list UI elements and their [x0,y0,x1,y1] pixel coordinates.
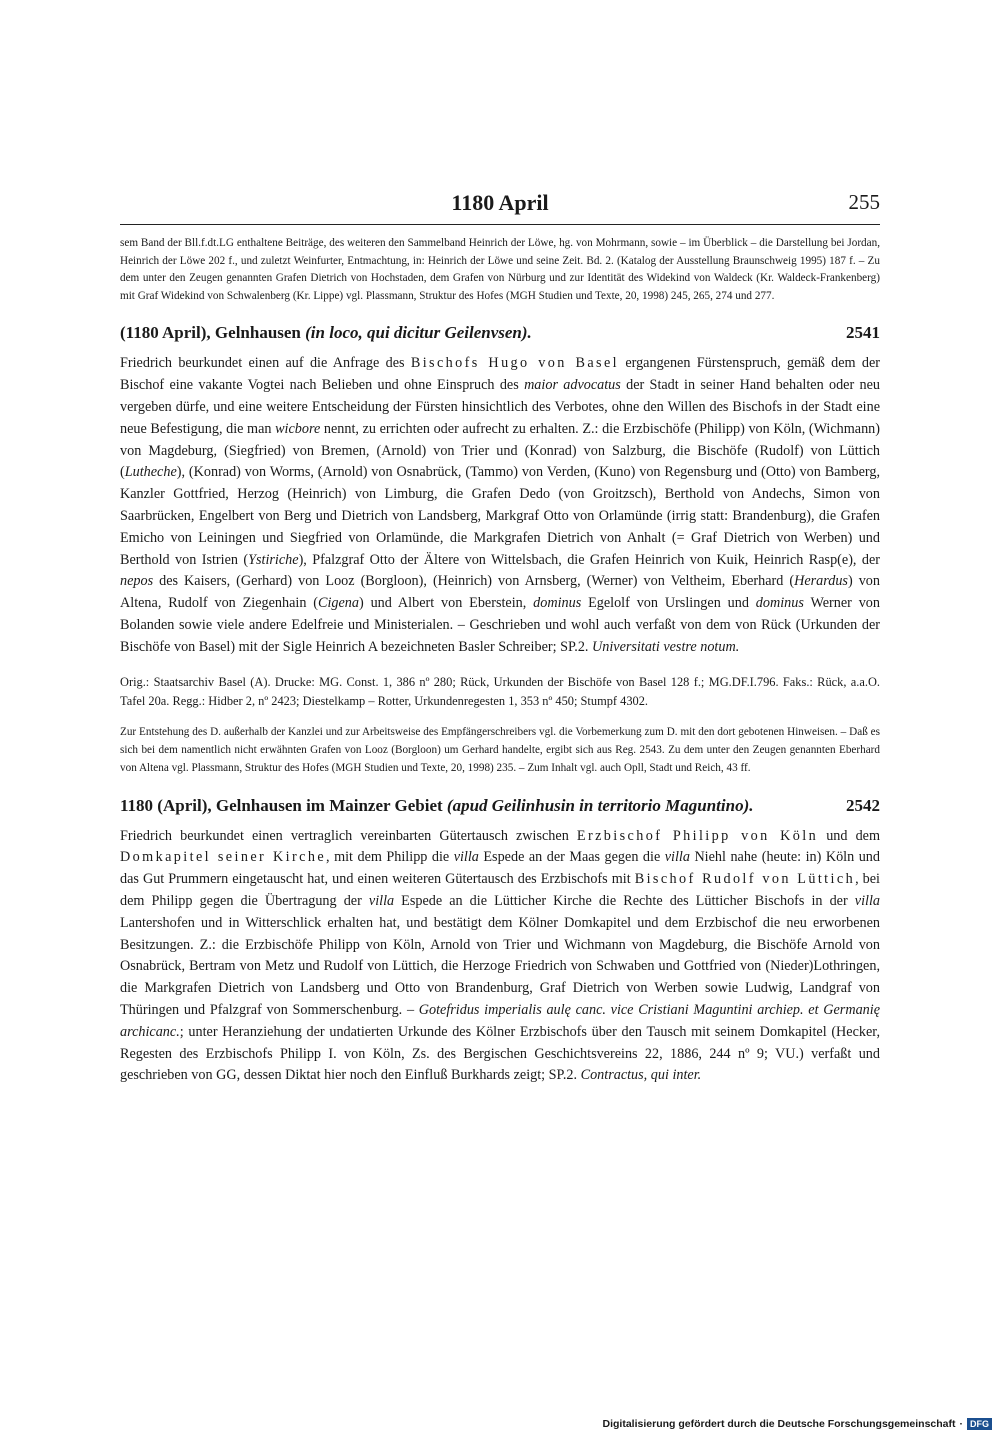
entry-heading-text: (1180 April), Gelnhausen (in loco, qui dicitur Geilenvsen). [120,323,532,343]
entry-number: 2542 [846,795,880,815]
source-references-2541: Orig.: Staatsarchiv Basel (A). Drucke: MG. Const. 1, 386 nº 280; Rück, Urkunden der Bischöfe von Basel 128 f.; MG.DF.I.796. Faks.: Rück, a.a.O. Tafel 20a. Regg.: Hidber 2, nº 2423; Diestelkamp – Rotter, Urkundenregesten 1, 353 nº 450; Stumpf 4302. [120,674,880,709]
entry-heading-text: 1180 (April), Gelnhausen im Mainzer Gebiet (apud Geilinhusin in territorio Maguntino). [120,795,754,815]
footer-text: Digitalisierung gefördert durch die Deutsche Forschungsgemeinschaft [602,1418,956,1430]
entry-number: 2541 [846,323,880,343]
entry-heading-2542 [120,796,880,816]
running-head [120,190,880,225]
regest-text-2541: Friedrich beurkundet einen auf die Anfrage des Bischofs Hugo von Basel ergangenen Fürstenspruch, gemäß dem der Bischof eine vakante Vogtei nach Belieben und ohne Einspruch des maior advocatus der Stadt in seiner Hand behalten oder neu vergeben dürfe, und eine weitere Entscheidung der Fürsten hinsichtlich des Verbotes, ohne den Willen des Bischofs in der Stadt eine neue Befestigung, die man wicbore nennt, zu errichten oder aufrecht zu erhalten. Z.: die Erzbischöfe (Philipp) von Köln, (Wichmann) von Magdeburg, (Siegfried) von Bremen, (Arnold) von Trier und (Konrad) von Salzburg, die Bischöfe (Rudolf) von Lüttich (Lutheche), (Konrad) von Worms, (Arnold) von Osnabrück, (Tammo) von Verden, (Kuno) von Regensburg und (Otto) von Bamberg, Kanzler Gottfried, Herzog (Heinrich) von Limburg, die Grafen Dedo (von Groitzsch), Berthold von Andechs, Simon von Saarbrücken, Engelbert von Berg und Dietrich von Landsberg, Markgraf Otto von Orlamünde (irrig statt: Brandenburg), die Grafen Emicho von Leiningen und Siegfried von Orlamünde, die Markgrafen Dietrich von Anhalt (= Graf Dietrich von Werben) und Berthold von Istrien (Ystiriche), Pfalzgraf Otto der Ältere von Wittelsbach, die Grafen Heinrich von Kuik, Heinrich Rasp(e), der nepos des Kaisers, (Gerhard) von Looz (Borgloon), (Heinrich) von Arnsberg, (Werner) von Veltheim, Eberhard (Herardus) von Altena, Rudolf von Ziegenhain (Cigena) und Albert von Eberstein, dominus Egelolf von Urslingen und dominus Werner von Bolanden sowie viele andere Edelfreie und Ministerialen. – Geschrieben und wohl auch verfaßt von dem von Rück (Urkunden der Bischöfe von Basel) mit der Sigle Heinrich A bezeichneten Basler Schreiber; SP.2. Universitati vestre notum. [120,355,881,655]
commentary-note-2541: Zur Entstehung des D. außerhalb der Kanzlei und zur Arbeitsweise des Empfängerschreibers vgl. die Vorbemerkung zum D. mit den dort gebotenen Hinweisen. – Daß es sich bei dem namentlich nicht erwähnten Grafen von Looz (Borgloon) um Gerhard handelte, ergibt sich aus Reg. 2543. Zu dem unter den Zeugen genannten Eberhard von Altena vgl. Plassmann, Struktur des Hofes (MGH Studien und Texte, 20, 1998) 235. – Zum Inhalt vgl. auch Opll, Stadt und Reich, 43 ff. [120,726,880,774]
document-page [120,190,880,1101]
entry-heading-2541 [120,323,880,343]
page-number: 255 [848,190,880,214]
page-title: 1180 April [451,190,549,215]
footer-separator: · [959,1418,963,1430]
dfg-logo-icon: DFG [967,1418,992,1430]
regest-text-2542: Friedrich beurkundet einen vertraglich vereinbarten Gütertausch zwischen Erzbischof Philipp von Köln und dem Domkapitel seiner Kirche, mit dem Philipp die villa Espede an der Maas gegen die villa Niehl nahe (heute: in) Köln und das Gut Prummern eingetauscht hat, und einen weiteren Gütertausch des Erzbischofs mit Bischof Rudolf von Lüttich, bei dem Philipp gegen die Übertragung der villa Espede an die Lütticher Kirche die Rechte des Lütticher Bischofs in der villa Lantershofen und in Witterschlick erhalten hat, und bestätigt dem Kölner Domkapitel und dem Erzbischof die neu erworbenen Besitzungen. Z.: die Erzbischöfe Philipp von Köln, Arnold von Trier und Wichmann von Magdeburg, die Bischöfe Arnold von Osnabrück, Bertram von Metz und Rudolf von Lüttich, die Herzoge Friedrich von Schwaben und Gottfried von (Nieder)Lothringen, die Markgrafen Dietrich von Landsberg und Otto von Brandenburg, Graf Dietrich von Werben sowie Ludwig, Landgraf von Thüringen und Pfalzgraf von Sommerschenburg. – Gotefridus imperialis aulę canc. vice Cristiani Maguntini archiep. et Germanię archicanc.; unter Heranziehung der undatierten Urkunde des Kölner Erzbischofs über den Tausch mit seinem Domkapitel (Hecker, Regesten des Erzbischofs Philipp I. von Köln, Zs. des Bergischen Geschichtsvereins 22, 1886, 244 nº 9; VU.) verfaßt und geschrieben von GG, dessen Diktat hier noch den Einfluß Burkhards zeigt; SP.2. Contractus, qui inter. [120,827,880,1084]
funding-footer [603,1418,992,1430]
carryover-note: sem Band der Bll.f.dt.LG enthaltene Beiträge, des weiteren den Sammelband Heinrich der Löwe, hg. von Mohrmann, sowie – im Überblick – die Darstellung bei Jordan, Heinrich der Löwe 202 f., und zuletzt Weinfurter, Entmachtung, in: Heinrich der Löwe und seine Zeit. Bd. 2. (Katalog der Ausstellung Braunschweig 1995) 187 f. – Zu dem unter den Zeugen genannten Grafen Dietrich von Hochstaden, dem Grafen von Nürburg und zur Identität des Widekind von Waldeck (Kr. Waldeck-Frankenberg) mit Graf Widekind von Schwalenberg (Kr. Lippe) vgl. Plassmann, Struktur des Hofes (MGH Studien und Texte, 20, 1998) 245, 265, 274 und 277. [120,237,880,302]
